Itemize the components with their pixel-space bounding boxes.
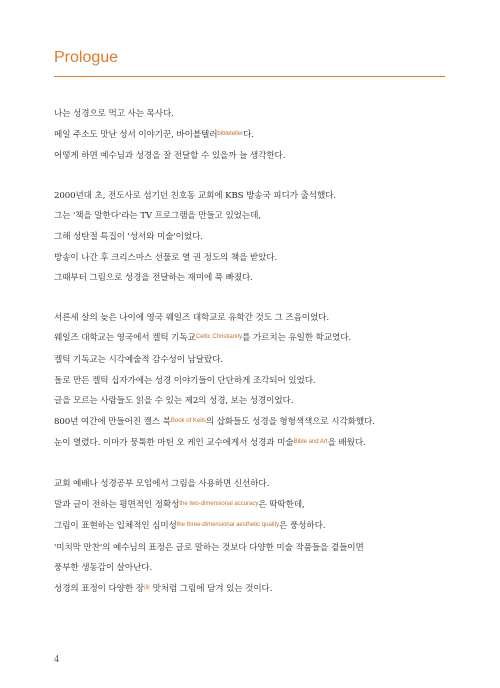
text-segment: 메일 주소도 맛난 성서 이야기꾼, 바이블텔러 — [54, 129, 218, 140]
text-segment: 의 삽화들도 성경을 형형색색으로 시각화했다. — [205, 416, 375, 427]
text-segment: 서른세 살의 늦은 나이에 영국 웨일즈 대학교로 유학간 것도 그 즈음이었다. — [54, 312, 329, 323]
text-segment: 은 풍성하다. — [279, 521, 326, 532]
english-gloss: the two-dimensional accuracy — [179, 500, 259, 507]
text-segment: 켈틱 기독교는 시각예술적 감수성이 남달랐다. — [54, 354, 223, 365]
text-line — [54, 538, 454, 559]
text-line — [54, 227, 454, 248]
text-segment: 그림이 표현하는 입체적인 심미성 — [54, 521, 177, 532]
text-segment: 다. — [243, 129, 254, 140]
page-number: 4 — [54, 654, 59, 665]
text-line — [54, 328, 454, 350]
text-segment: 를 가르치는 유일한 학교였다. — [242, 333, 352, 344]
text-segment: 2000년대 초, 전도사로 섬기던 친호동 교회에 KBS 방송국 피디가 출석했다. — [54, 190, 336, 201]
text-segment: 나는 성경으로 먹고 사는 목사다. — [54, 109, 174, 119]
text-line — [54, 579, 454, 601]
text-line — [54, 371, 454, 392]
text-segment: 돌로 만든 켈틱 십자가에는 성경 이야기들이 단단하게 조각되어 있었다. — [54, 375, 316, 386]
text-segment: 교회 예배나 성경공부 모임에서 그림을 사용하면 신선하다. — [54, 478, 270, 489]
text-line — [54, 146, 454, 167]
body-text — [54, 104, 454, 619]
text-line — [54, 125, 454, 147]
page-title: Prologue — [54, 49, 119, 66]
text-line — [54, 433, 454, 455]
text-line — [54, 104, 454, 125]
text-line — [54, 391, 454, 412]
text-segment: 글을 모르는 사람들도 읽을 수 있는 제2의 성경, 보는 성경이었다. — [54, 396, 294, 407]
text-line — [54, 206, 454, 227]
text-segment: 그는 '책을 말한다'라는 TV 프로그램을 만들고 있었는데, — [54, 211, 261, 222]
text-line — [54, 495, 454, 517]
english-gloss: bibleteller — [217, 130, 244, 137]
text-line — [54, 558, 454, 579]
text-line — [54, 516, 454, 538]
english-gloss: Book of Kells — [170, 417, 206, 424]
text-line — [54, 186, 454, 207]
text-segment: 방송이 나간 후 크리스마스 선물로 열 권 정도의 책을 받았다. — [54, 252, 278, 263]
text-line — [54, 248, 454, 269]
text-segment: 풍부한 생동감이 살아난다. — [54, 563, 153, 574]
english-gloss: Bible and Art — [293, 439, 328, 446]
paragraph — [54, 474, 454, 601]
text-segment: 웨일즈 대학교는 영국에서 켈틱 기독교 — [54, 333, 196, 344]
text-segment: '미치막 만찬'의 예수님의 표정은 글로 말하는 것보다 다양한 미술 작품들을 곁들이면 — [54, 542, 364, 553]
text-line — [54, 474, 454, 495]
text-segment: 맛처럼 그림에 담겨 있는 것이다. — [149, 583, 273, 594]
english-gloss: the three-dimensional aesthetic quality — [176, 522, 280, 529]
text-segment: 성경의 표정이 다양한 장 — [54, 583, 144, 594]
paragraph — [54, 104, 454, 167]
text-segment: 그해 성탄절 특집이 '성서와 미술'이었다. — [54, 231, 203, 242]
text-segment: 을 배웠다. — [327, 438, 366, 449]
text-line — [54, 412, 454, 434]
text-segment: 은 딱딱한데, — [258, 499, 305, 510]
paragraph — [54, 308, 454, 455]
text-segment: 어떻게 하면 예수님과 성경을 잘 전달할 수 있을까 늘 생각한다. — [54, 151, 286, 162]
english-gloss: Celtic Christianity — [195, 334, 243, 341]
text-segment: 800년 여간에 만들어진 켈스 북 — [54, 416, 171, 427]
text-line — [54, 350, 454, 371]
text-segment: 그때부터 그림으로 성경을 전달하는 재미에 푹 빠졌다. — [54, 273, 253, 284]
title-divider — [54, 76, 445, 77]
text-line — [54, 308, 454, 329]
text-line — [54, 268, 454, 289]
paragraph — [54, 186, 454, 289]
text-segment: 말과 글이 전하는 평면적인 정확성 — [54, 499, 180, 510]
text-segment: 눈이 열렸다. 이마가 뭉툭한 마틴 오 케인 교수에게서 성경과 미술 — [54, 438, 294, 449]
english-gloss: 面 — [143, 584, 150, 591]
